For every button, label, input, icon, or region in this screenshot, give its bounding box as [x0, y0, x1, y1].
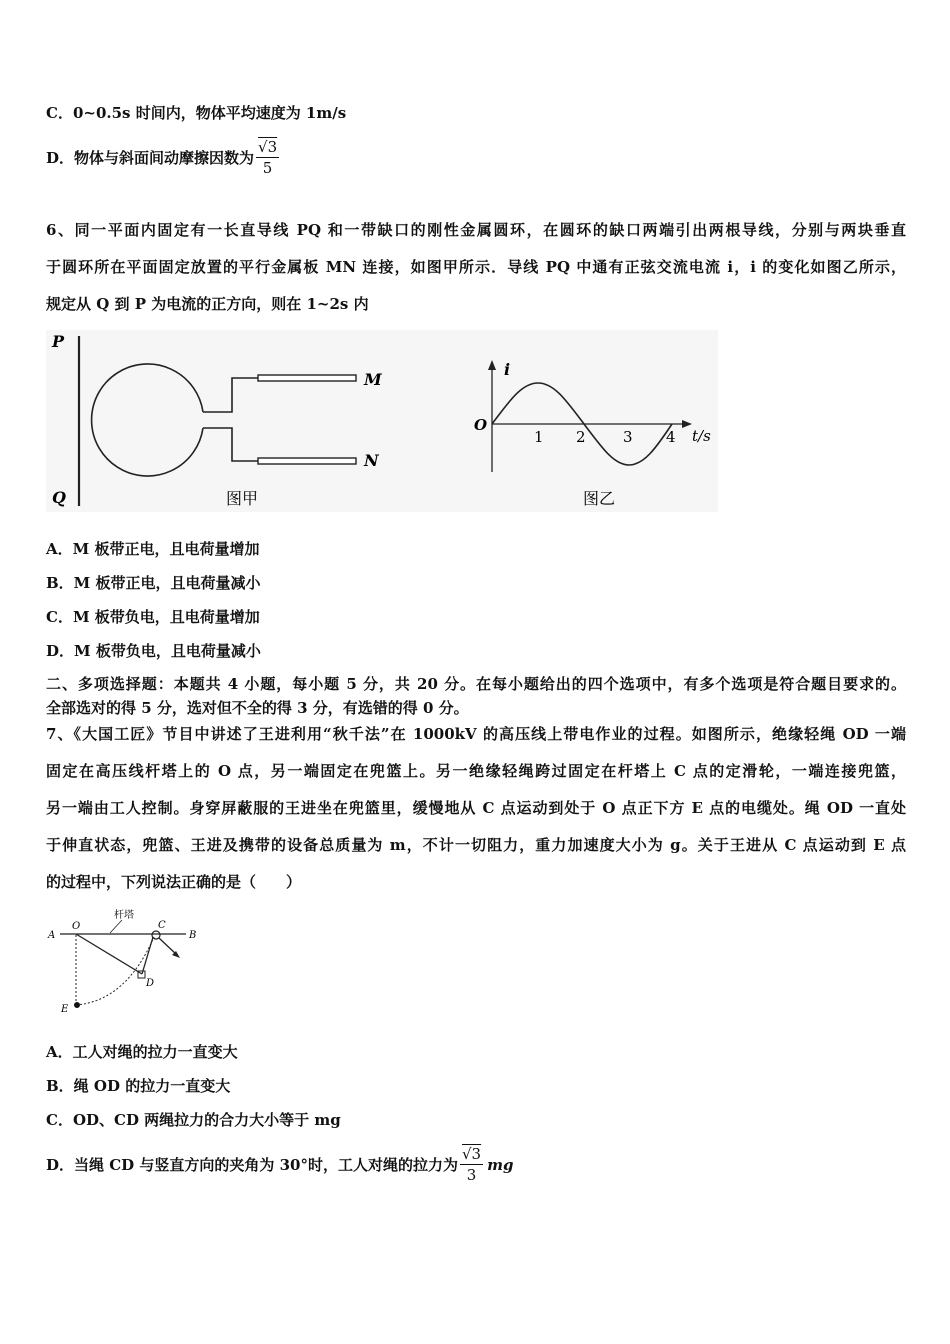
label-tower: 杆塔: [114, 910, 134, 921]
section2-line-2: 全部选对的得 5 分，选对但不全的得 3 分，有选错的得 0 分。: [46, 699, 469, 717]
label-q: Q: [52, 488, 66, 507]
rope-to-worker: [159, 938, 177, 955]
q7-option-b: B．绳 OD 的拉力一直变大: [46, 1077, 231, 1095]
q6-stem: [46, 221, 906, 314]
q7-stem-line-2: 固定在高压线杆塔上的 O 点，另一端固定在兜篮上。另一绝缘轻绳跨过固定在杆塔上 C 点的定滑轮，一端连接兜篮，: [46, 762, 906, 780]
tick-4: 4: [666, 428, 676, 446]
q6-figure: [46, 330, 718, 512]
q5-option-d-text: D．物体与斜面间动摩擦因数为: [46, 149, 255, 167]
q5-option-c: C．0~0.5s 时间内，物体平均速度为 1m/s: [46, 104, 347, 122]
fraction-denominator: 3: [466, 1166, 477, 1184]
q7-stem-line-4: 于伸直状态，兜篮、王进及携带的设备总质量为 m，不计一切阻力，重力加速度大小为 g。关于王进从 C 点运动到 E 点: [46, 836, 906, 854]
label-m: M: [364, 370, 382, 389]
q6-option-d: D．M 板带负电，且电荷量减小: [46, 642, 261, 660]
q7-option-a: A．工人对绳的拉力一直变大: [46, 1043, 238, 1061]
caption-yi: 图乙: [583, 489, 616, 508]
label-t: t/s: [692, 427, 711, 445]
tick-1: 1: [534, 428, 544, 446]
q7-option-d-text: D．当绳 CD 与竖直方向的夹角为 30°时，工人对绳的拉力为: [46, 1156, 458, 1174]
q6-option-b: B．M 板带正电，且电荷量减小: [46, 574, 261, 592]
label-o: O: [72, 921, 81, 932]
tick-2: 2: [576, 428, 586, 446]
fraction-numerator: √3: [258, 138, 278, 156]
label-c: C: [158, 920, 166, 931]
tick-3: 3: [623, 428, 633, 446]
q7-option-d-fraction: [460, 1144, 483, 1185]
label-i: i: [504, 360, 511, 379]
q7-option-d-unit: mg: [487, 1155, 514, 1174]
q7-option-d: [46, 1144, 513, 1185]
label-b: B: [189, 930, 197, 941]
point-e: [74, 1002, 80, 1008]
plate-n: [258, 458, 356, 464]
label-p: P: [52, 332, 65, 351]
label-e: E: [61, 1004, 69, 1015]
label-d: D: [146, 978, 155, 989]
q7-stem-line-5: 的过程中，下列说法正确的是（ ）: [46, 873, 302, 891]
q7-stem-line-1: 7、《大国工匠》节目中讲述了王进利用“秋千法”在 1000kV 的高压线上带电作业的过程。如图所示，绝缘轻绳 OD 一端: [46, 725, 906, 743]
q5-option-d-fraction: [256, 137, 279, 178]
q6-option-c: C．M 板带负电，且电荷量增加: [46, 608, 260, 626]
q6-option-a: A．M 板带正电，且电荷量增加: [46, 540, 260, 558]
q7-stem-line-3: 另一端由工人控制。身穿屏蔽服的王进坐在兜篮里，缓慢地从 C 点运动到处于 O 点正下方 E 点的电缆处。绳 OD 一直处: [46, 799, 906, 817]
label-a: A: [48, 930, 56, 941]
q7-stem: [46, 724, 906, 892]
q6-stem-line-2: 于圆环所在平面固定放置的平行金属板 MN 连接，如图甲所示．导线 PQ 中通有正弦交流电流 i，i 的变化如图乙所示，: [46, 258, 906, 276]
rope-cd: [142, 937, 153, 974]
q5-option-d: [46, 137, 281, 178]
caption-jia: 图甲: [226, 489, 259, 508]
q7-figure: [46, 905, 206, 1017]
tower-pointer: [110, 920, 122, 933]
fraction-denominator: 5: [262, 159, 273, 177]
plate-m: [258, 375, 356, 381]
q7-option-c: C．OD、CD 两绳拉力的合力大小等于 mg: [46, 1111, 341, 1129]
q6-stem-line-1: 6、同一平面内固定有一长直导线 PQ 和一带缺口的刚性金属圆环，在圆环的缺口两端引出两根导线，分别与两块垂直: [46, 221, 906, 239]
label-n: N: [364, 451, 379, 470]
label-origin: O: [474, 416, 488, 434]
q6-stem-line-3: 规定从 Q 到 P 为电流的正方向，则在 1~2s 内: [46, 295, 369, 313]
section2-line-1: 二、多项选择题：本题共 4 小题，每小题 5 分，共 20 分。在每小题给出的四个选项中，有多个选项是符合题目要求的。: [46, 675, 906, 693]
fraction-numerator: √3: [462, 1145, 482, 1163]
section2-header: [46, 674, 906, 718]
rope-od: [76, 934, 142, 974]
figure-background: [46, 330, 718, 512]
